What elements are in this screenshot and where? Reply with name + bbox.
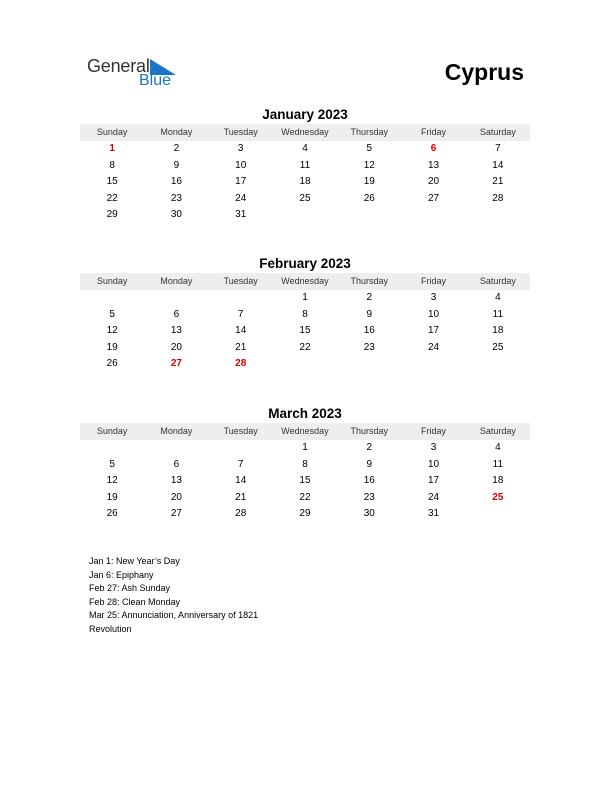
day-cell: 4	[302, 143, 308, 154]
weekday-label: Saturday	[479, 276, 516, 286]
weekday-label: Thursday	[350, 276, 389, 286]
day-cell: 22	[299, 341, 311, 353]
empty-day-cell	[466, 207, 530, 224]
generalblue-logo	[87, 56, 187, 92]
day-cell: 2	[173, 143, 180, 154]
day-cell: 12	[106, 325, 118, 336]
weekday-label: Sunday	[96, 426, 128, 436]
holiday-note: Feb 28: Clean Monday	[89, 596, 181, 607]
day-cell: 15	[106, 176, 118, 187]
day-cell: 14	[235, 475, 247, 486]
month-calendar	[80, 405, 530, 523]
day-cell: 5	[109, 308, 115, 320]
day-cell: 13	[170, 475, 182, 486]
empty-day-cell	[209, 440, 273, 457]
day-cell: 12	[106, 475, 118, 486]
weekday-label: Friday	[421, 127, 447, 137]
empty-day-cell	[401, 356, 465, 373]
day-cell: 14	[235, 325, 247, 336]
weekday-label: Wednesday	[281, 426, 329, 436]
day-cell: 4	[495, 292, 501, 303]
weekday-header-row	[80, 124, 530, 141]
day-cell: 14	[492, 159, 504, 171]
weekday-label: Wednesday	[281, 276, 329, 286]
weekday-label: Tuesday	[223, 426, 258, 436]
day-cell: 6	[173, 308, 180, 320]
day-cell: 28	[492, 192, 504, 204]
weekday-label: Friday	[421, 426, 447, 436]
day-cell: 26	[106, 358, 118, 369]
day-cell: 20	[428, 176, 440, 187]
day-cell: 29	[106, 209, 118, 220]
day-cell: 27	[170, 508, 182, 519]
day-cell: 11	[492, 308, 504, 320]
day-cell: 12	[363, 159, 375, 171]
empty-day-cell	[466, 506, 530, 523]
day-cell: 16	[170, 176, 182, 187]
day-cell: 19	[106, 341, 118, 353]
day-cell: 25	[492, 341, 504, 353]
weekday-label: Saturday	[479, 426, 516, 436]
day-cell: 13	[428, 159, 440, 171]
day-cell: 18	[492, 325, 504, 336]
day-cell: 31	[235, 209, 247, 220]
day-cell: 25	[299, 192, 311, 204]
day-cell: 3	[430, 442, 437, 453]
weekday-label: Tuesday	[223, 127, 258, 137]
day-cell: 25	[492, 491, 504, 503]
day-cell: 24	[428, 491, 440, 503]
weekday-label: Monday	[160, 426, 193, 436]
day-cell: 10	[428, 458, 440, 470]
weekday-label: Saturday	[479, 127, 516, 137]
day-cell: 20	[170, 491, 182, 503]
day-cell: 1	[302, 442, 308, 453]
day-cell: 19	[363, 176, 375, 187]
day-cell: 7	[237, 458, 244, 470]
day-cell: 6	[173, 458, 180, 470]
day-cell: 18	[299, 176, 311, 187]
day-cell: 1	[302, 292, 308, 303]
empty-day-cell	[144, 290, 208, 307]
day-cell: 17	[235, 176, 247, 187]
empty-day-cell	[144, 440, 208, 457]
day-cell: 3	[237, 143, 244, 154]
day-cell: 23	[170, 192, 182, 204]
empty-day-cell	[80, 290, 144, 307]
weekday-label: Sunday	[96, 276, 128, 286]
empty-day-cell	[466, 356, 530, 373]
weekday-header-row	[80, 273, 530, 290]
weekday-label: Monday	[160, 127, 193, 137]
day-grid	[80, 290, 530, 373]
day-cell: 4	[495, 442, 501, 453]
day-cell: 30	[363, 508, 375, 519]
empty-day-cell	[337, 356, 401, 373]
weekday-header-row	[80, 423, 530, 440]
day-cell: 23	[363, 341, 375, 353]
day-grid	[80, 440, 530, 523]
day-cell: 5	[109, 458, 115, 470]
holiday-note: Mar 25: Annunciation, Anniversary of 1821 Revolution	[89, 610, 259, 634]
day-cell: 9	[366, 308, 373, 320]
month-title: February 2023	[259, 256, 351, 271]
day-cell: 15	[299, 325, 311, 336]
weekday-label: Sunday	[96, 127, 128, 137]
day-cell: 22	[106, 192, 118, 204]
day-cell: 27	[428, 192, 440, 204]
weekday-label: Tuesday	[223, 276, 258, 286]
day-cell: 17	[428, 475, 440, 486]
logo-word-general: General	[87, 56, 150, 76]
day-cell: 28	[235, 508, 247, 519]
weekday-label: Thursday	[350, 127, 389, 137]
weekday-label: Friday	[421, 276, 447, 286]
month-title: January 2023	[262, 107, 348, 122]
day-cell: 2	[366, 442, 373, 453]
day-cell: 26	[106, 508, 118, 519]
day-cell: 9	[173, 159, 180, 171]
day-cell: 13	[170, 325, 182, 336]
day-cell: 28	[235, 358, 247, 369]
day-cell: 19	[106, 491, 118, 503]
day-cell: 31	[428, 508, 440, 519]
day-cell: 27	[170, 358, 182, 369]
month-title: March 2023	[268, 406, 342, 421]
day-cell: 24	[235, 192, 247, 204]
weekday-label: Thursday	[350, 426, 389, 436]
day-cell: 17	[428, 325, 440, 336]
day-cell: 7	[495, 143, 501, 154]
day-cell: 7	[237, 308, 244, 320]
day-cell: 10	[235, 159, 247, 171]
weekday-label: Monday	[160, 276, 193, 286]
day-cell: 20	[170, 341, 182, 353]
day-cell: 11	[299, 159, 311, 171]
day-cell: 21	[235, 491, 247, 503]
empty-day-cell	[209, 290, 273, 307]
day-cell: 10	[428, 308, 440, 320]
day-cell: 29	[299, 508, 311, 519]
day-cell: 18	[492, 475, 504, 486]
day-cell: 8	[302, 458, 308, 470]
empty-day-cell	[401, 207, 465, 224]
weekday-label: Wednesday	[281, 127, 329, 137]
empty-day-cell	[273, 207, 337, 224]
day-cell: 11	[492, 458, 504, 470]
month-calendar	[80, 255, 530, 373]
holiday-notes	[89, 555, 299, 637]
empty-day-cell	[144, 224, 208, 241]
day-grid	[80, 141, 530, 240]
day-cell: 5	[366, 143, 373, 154]
day-cell: 8	[109, 159, 115, 171]
holiday-note: Jan 1: New Year’s Day	[89, 556, 180, 566]
logo-word-blue: Blue	[139, 72, 172, 89]
day-cell: 3	[430, 292, 437, 303]
empty-day-cell	[337, 207, 401, 224]
month-calendar	[80, 106, 530, 240]
empty-day-cell	[80, 224, 144, 241]
holiday-note: Jan 6: Epiphany	[89, 569, 154, 580]
day-cell: 1	[109, 143, 115, 154]
day-cell: 16	[363, 325, 375, 336]
day-cell: 21	[492, 176, 504, 187]
day-cell: 15	[299, 475, 311, 486]
day-cell: 16	[363, 475, 375, 486]
day-cell: 6	[430, 143, 437, 154]
day-cell: 26	[363, 192, 375, 204]
day-cell: 24	[428, 341, 440, 353]
day-cell: 30	[170, 209, 182, 220]
day-cell: 21	[235, 341, 247, 353]
empty-day-cell	[80, 440, 144, 457]
country-title: Cyprus	[444, 59, 524, 85]
empty-day-cell	[273, 356, 337, 373]
day-cell: 9	[366, 458, 373, 470]
day-cell: 23	[363, 491, 375, 503]
holiday-note: Feb 27: Ash Sunday	[89, 583, 171, 594]
day-cell: 22	[299, 491, 311, 503]
day-cell: 2	[366, 292, 373, 303]
day-cell: 8	[302, 308, 308, 320]
